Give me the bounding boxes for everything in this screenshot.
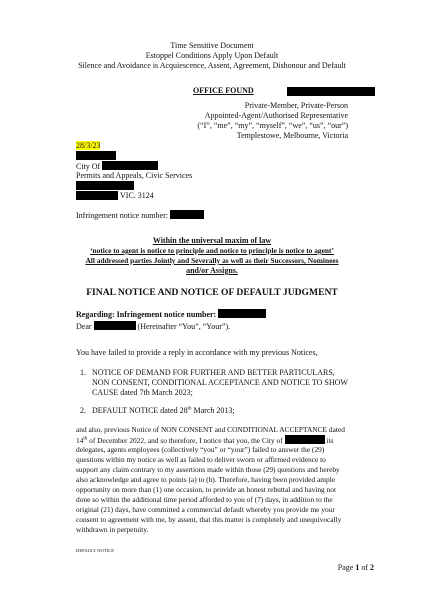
footer-label: DEFAULT NOTICE — [76, 548, 115, 553]
header-line-1: Time Sensitive Document — [170, 41, 254, 50]
redaction-block — [218, 309, 266, 318]
para-line-8: done so within the additional time period afforded to you of (7) days, in addition to the — [76, 495, 333, 504]
redaction-block — [76, 181, 134, 190]
para-line-6: also acknowledge and agree to points (a) to (h). Therefore, having been provided ample — [76, 475, 336, 484]
list-item-1-line-1: NOTICE OF DEMAND FOR FURTHER AND BETTER PARTICULARS, — [92, 368, 335, 377]
page-current: 1 — [355, 563, 360, 572]
page-of: of — [359, 563, 370, 572]
list-item-2-post: March 2013; — [191, 406, 235, 415]
maxim-line-1: Within the universal maxim of law — [152, 236, 272, 245]
recipient-dept: Permits and Appeals, Civic Services — [76, 171, 193, 180]
para-line-9: original (21) days, have committed a commercial default whereby you provide me your — [76, 505, 335, 514]
city-prefix: City Of — [76, 162, 101, 171]
letter-date — [76, 141, 100, 151]
maxim-line-2: ‘notice to agent is notice to principle and notice to principle is notice to agent’ — [90, 246, 334, 255]
list-item-1-line-3: CAUSE dated 7th March 2023; — [92, 388, 193, 397]
list-number-2: 2. — [80, 406, 86, 415]
redaction-block — [76, 151, 116, 160]
intro-paragraph: You have failed to provide a reply in accordance with my previous Notices, — [76, 348, 318, 357]
redaction-block — [102, 161, 158, 170]
list-item-2 — [92, 406, 235, 416]
maxim-line-3: All addressed parties Jointly and Severally as well as their Successors, Nominees — [85, 256, 339, 265]
recipient-postcode: VIC. 3124 — [120, 191, 154, 200]
date-highlight: 28/3/23 — [76, 141, 101, 150]
page-prefix: Page — [337, 563, 356, 572]
infringement-line — [76, 210, 204, 221]
page-total: 2 — [370, 563, 374, 572]
hereinafter-text: (Hereinafter “You”, “Your”). — [137, 322, 231, 331]
regarding-label: Regarding: Infringement notice number: — [76, 310, 217, 319]
para-line-7: opportunity on more than (1) one occasion, to provide an honest rebuttal and having not — [76, 485, 337, 494]
para-line-10: consent to agreement with me, by assent, that this matter is completely and unequivocally — [76, 515, 342, 524]
para-l2-mid: of December 2022, and so therefore, I notice that you, the City of — [87, 436, 283, 445]
list-number-1: 1. — [80, 368, 86, 377]
para-l2-post: its — [326, 436, 334, 445]
para-line-4: questions within my notice as well as failed to deliver sworn or affirmed evidence to — [76, 455, 326, 464]
para-l2-pre: 14 — [76, 436, 84, 445]
infringement-label: Infringement notice number: — [76, 211, 168, 220]
list-item-2-pre: DEFAULT NOTICE dated 28 — [92, 406, 188, 415]
dear-label: Dear — [76, 322, 92, 331]
para-l2-sup: th — [83, 436, 88, 442]
redaction-block — [285, 435, 325, 444]
para-line-11: withdrawn in perpetuity. — [76, 525, 149, 534]
salutation — [76, 321, 230, 332]
page-number — [338, 563, 374, 573]
list-item-1-line-2: NON CONSENT, CONDITIONAL ACCEPTANCE AND NOTICE TO SHOW — [92, 378, 348, 387]
sender-line-2: Appointed-Agent/Authorised Representative — [204, 111, 348, 120]
sender-line-4: Templestowe, Melbourne, Victoria — [236, 131, 348, 140]
para-line-3: delegates, agents employees (collectively “you” or “your”) failed to answer the (29) — [76, 445, 325, 454]
redaction-block — [170, 210, 204, 219]
header-line-2: Estoppel Conditions Apply Upon Default — [145, 51, 279, 60]
redaction-block — [287, 87, 375, 96]
regarding-line — [76, 309, 266, 320]
para-line-1: and also, previous Notice of NON CONSENT and CONDITIONAL ACCEPTANCE dated — [76, 425, 345, 434]
office-found-heading: OFFICE FOUND — [193, 86, 254, 95]
redaction-block — [94, 321, 136, 330]
header-line-3: Silence and Avoidance is Acquiescence, Assent, Agreement, Dishonour and Default — [78, 61, 346, 70]
sender-line-1: Private-Member, Private-Person — [244, 101, 348, 110]
maxim-line-4: and/or Assigns. — [186, 266, 238, 275]
document-title: FINAL NOTICE AND NOTICE OF DEFAULT JUDGMENT — [86, 287, 338, 298]
redaction-block — [76, 191, 118, 200]
para-line-5: support any claim contrary to my assertions made within those (29) questions and hereby — [76, 465, 340, 474]
list-item-2-sup: th — [187, 406, 192, 412]
sender-line-3: (“I”, “me”, “my”, “myself”, “we”, “us”, “our”) — [197, 121, 348, 130]
